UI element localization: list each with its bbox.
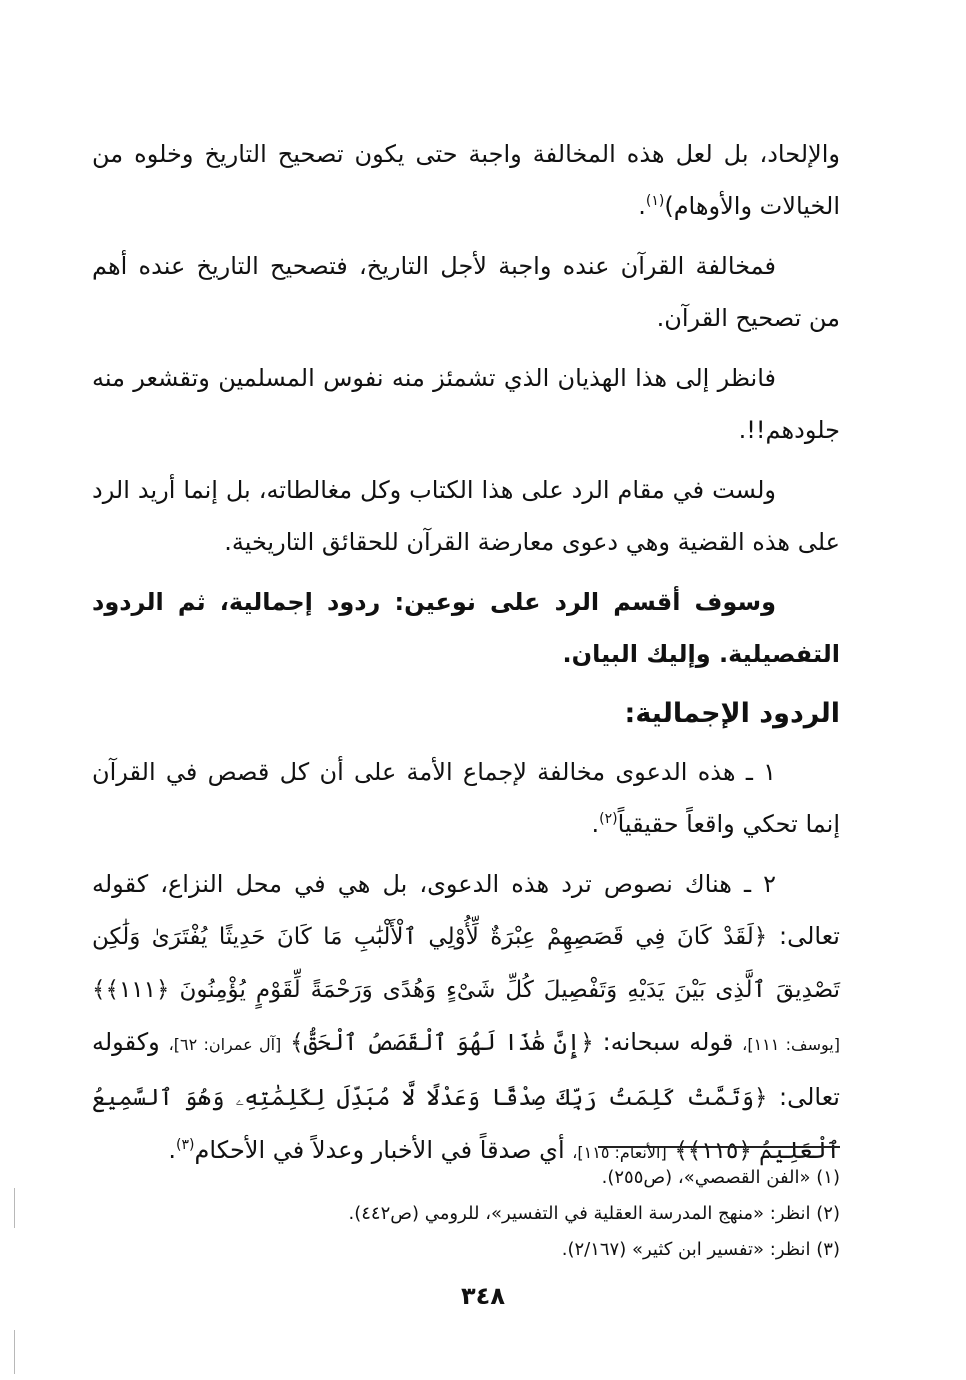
paragraph-plan: وسوف أقسم الرد على نوعين: ردود إجمالية، ثم الردود التفصيلية. وإليك البيان. <box>92 588 840 668</box>
point-two <box>92 858 840 1179</box>
point-two-intro: ٢ ـ هناك نصوص ترد هذه الدعوى، بل هي في محل النزاع، كقوله تعالى: <box>92 870 840 950</box>
footnote-1: (١) «الفن القصصي»، (ص٢٥٥). <box>601 1167 840 1188</box>
footnote-2: (٢) انظر: «منهج المدرسة العقلية في التفسير»، للرومي (ص٤٤٢). <box>348 1203 840 1224</box>
footnote-3: (٣) انظر: «تفسير ابن كثير» (٢/١٦٧). <box>561 1239 840 1260</box>
point-one-text: ١ ـ هذه الدعوى مخالفة لإجماع الأمة على أن كل قصص في القرآن إنما تحكي واقعاً حقيقياً <box>92 758 840 838</box>
verse-reference-al-imran: [آل عمران: ٦٢]، <box>168 1035 282 1054</box>
point-two-explanation: أي صدقاً في الأخبار وعدلاً في الأحكام <box>194 1136 565 1164</box>
quran-verse-al-anam: ﴿وَتَمَّتْ كَلِمَتُ رَبِّكَ صِدْقًا وَعَدْلًا لَّا مُبَدِّلَ لِكَلِمَٰتِهِۦ وَهُوَ ٱلسَّمِيعُ ٱلْعَلِيمُ ﴿١١٥﴾﴾ <box>92 1085 840 1164</box>
quran-verse-al-imran: ﴿إِنَّ هَٰذَا لَهُوَ ٱلْقَصَصُ ٱلْحَقُّ﴾ <box>290 1030 594 1056</box>
footnote-ref-1: (١) <box>645 193 665 209</box>
paragraph-end-mark: . <box>638 192 646 220</box>
quran-verse-yusuf: ﴿لَقَدْ كَانَ فِي قَصَصِهِمْ عِبْرَةٌ لِّأُوْلِي ٱلْأَلْبَٰبِ مَا كَانَ حَدِيثًا يُفْتَرَىٰ وَلَٰكِن تَصْدِيقَ ٱلَّذِى بَيْنَ يَدَيْهِ وَتَفْصِيلَ كُلِّ شَىْءٍ وَهُدًى وَرَحْمَةً لِّقَوْمٍ يُؤْمِنُونَ ﴿١١١﴾﴾ <box>92 924 840 1003</box>
section-heading: الردود الإجمالية: <box>624 698 840 729</box>
paragraph-continuation <box>92 128 840 232</box>
point-two-connector-2: وكقوله تعالى: <box>92 1028 840 1111</box>
footnote-ref-3: (٣) <box>176 1137 195 1153</box>
point-two-connector-1: قوله سبحانه: <box>602 1028 734 1056</box>
body-text <box>92 128 840 1187</box>
footnote-separator <box>598 1146 840 1148</box>
verse-reference-al-anam: [الأنعام: ١١٥]، <box>572 1143 667 1162</box>
scan-artifact-line <box>14 1330 15 1374</box>
point-two-end-mark: . <box>168 1136 177 1164</box>
page-number: ٣٤٨ <box>461 1282 505 1310</box>
paragraph-nonsense: فانظر إلى هذا الهذيان الذي تشمئز منه نفوس المسلمين وتقشعر منه جلودهم!!. <box>92 364 840 444</box>
scan-artifact-line <box>14 1188 15 1228</box>
paragraph-scope: ولست في مقام الرد على هذا الكتاب وكل مغالطاته، بل إنما أريد الرد على هذه القضية وهي دعوى معارضة القرآن للحقائق التاريخية. <box>92 476 840 556</box>
point-one <box>92 746 840 850</box>
paragraph-quran-contradiction: فمخالفة القرآن عنده واجبة لأجل التاريخ، فتصحيح التاريخ عنده أهم من تصحيح القرآن. <box>92 252 840 332</box>
verse-reference-yusuf: [يوسف: ١١١]، <box>742 1035 840 1054</box>
footnote-ref-2: (٢) <box>599 811 618 827</box>
point-one-end-mark: . <box>591 810 600 838</box>
footnotes <box>92 1160 840 1268</box>
paragraph-continuation-text: والإلحاد، بل لعل هذه المخالفة واجبة حتى يكون تصحيح التاريخ وخلوه من الخيالات والأوهام) <box>92 140 840 220</box>
